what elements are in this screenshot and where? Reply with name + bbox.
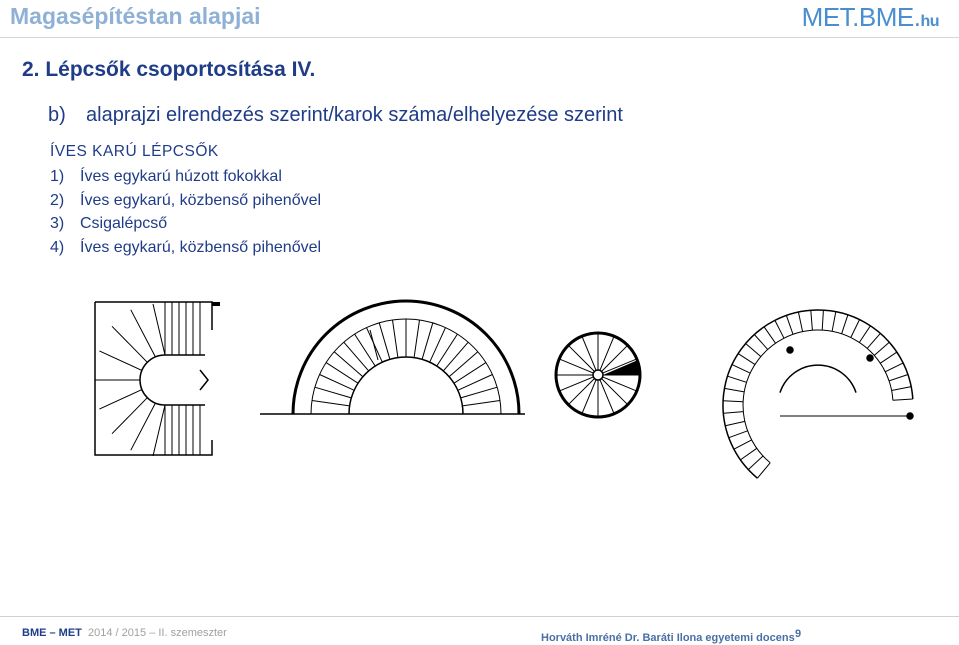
stair-2-landing-mark xyxy=(370,330,378,360)
stair-1-plan xyxy=(95,302,220,456)
stair-4-tread xyxy=(832,312,836,332)
stair-3-tread xyxy=(582,336,596,370)
stair-4-tread xyxy=(786,315,793,334)
list-item-text: Íves egykarú, közbenső pihenővel xyxy=(80,191,322,209)
stair-3-tread xyxy=(603,377,637,391)
stair-4-tread xyxy=(885,363,903,372)
stair-4-tread xyxy=(874,342,889,355)
stair-4-tread xyxy=(798,312,802,332)
stair-2-tread xyxy=(443,342,468,371)
stair-2-tread xyxy=(462,401,500,406)
footer-divider xyxy=(0,616,959,617)
stair-2-tread xyxy=(312,401,350,406)
list-item-text: Csigalépcső xyxy=(80,215,168,232)
stair-1-well xyxy=(140,355,205,405)
stair-4-tread xyxy=(725,421,745,425)
stair-1-wall xyxy=(95,302,212,455)
list-item xyxy=(50,236,321,260)
list-item xyxy=(50,165,321,189)
section-title: 2. Lépcsők csoportosítása IV. xyxy=(22,58,316,81)
stair-4-plan xyxy=(723,310,913,478)
stair-4-mid-arc xyxy=(743,330,893,463)
list-item-number: 2) xyxy=(50,191,65,209)
stair-4-tread xyxy=(775,320,784,338)
stair-3-tread xyxy=(559,359,593,373)
stair-2-tread xyxy=(379,323,390,360)
page-number: 9 xyxy=(795,628,802,640)
stair-4-tread xyxy=(729,431,748,438)
list-item xyxy=(50,189,321,213)
list-item-number: 3) xyxy=(50,215,65,232)
subtitle-label: b) xyxy=(48,104,66,126)
stair-4-tread xyxy=(822,310,823,330)
stair-2-tread xyxy=(461,387,498,398)
list-item-text: Íves egykarú húzott fokokkal xyxy=(80,168,282,185)
stair-4-node xyxy=(907,413,913,419)
category-label: ÍVES KARÚ LÉPCSŐK xyxy=(50,143,219,160)
stair-plan-drawings xyxy=(0,290,959,510)
stair-3-tread xyxy=(602,379,628,405)
subtitle xyxy=(48,104,793,127)
stair-2-tread xyxy=(334,352,363,377)
stair-1-winder xyxy=(99,390,141,410)
footer-course-info xyxy=(22,627,227,639)
stair-3-tread xyxy=(568,379,594,405)
stair-4-tread xyxy=(725,388,745,392)
stair-1-winder xyxy=(153,304,165,355)
stair-4-tread xyxy=(723,412,743,414)
stair-2-tread xyxy=(315,387,352,398)
stair-4-tread xyxy=(738,354,755,365)
stair-3-tread xyxy=(600,380,614,414)
stair-3-tread xyxy=(559,377,593,391)
stair-4-tread xyxy=(764,327,775,343)
stair-4-tread xyxy=(732,365,750,374)
stair-4-tread xyxy=(867,333,880,348)
brand-logo xyxy=(802,2,939,33)
stair-4-tread xyxy=(746,344,761,357)
stair-4-tread xyxy=(842,315,848,334)
stair-2-tread xyxy=(393,320,398,358)
stair-4-tread xyxy=(757,463,770,478)
list-item-number: 4) xyxy=(50,238,65,256)
stair-4-tread xyxy=(723,401,743,402)
stair-2-tread xyxy=(449,352,478,377)
stair-4-tread xyxy=(740,448,756,460)
stair-2-tread xyxy=(414,320,419,358)
stair-4-tread xyxy=(889,375,908,381)
brand-main: MET.BME. xyxy=(801,2,921,32)
stair-4-tread xyxy=(728,376,747,382)
stair-4-tread xyxy=(880,352,897,363)
course-title: Magasépítéstan alapjai xyxy=(10,3,261,29)
list-item-text: Íves egykarú, közbenső pihenővel xyxy=(80,238,322,256)
stair-4-node xyxy=(787,347,793,353)
stair-2-tread xyxy=(422,323,433,360)
stair-4-inner-arc xyxy=(780,365,856,393)
stair-4-tread xyxy=(892,387,912,391)
stair-2-inner-arc xyxy=(349,357,463,414)
footer-org: BME – MET xyxy=(22,627,82,639)
stair-4-tread xyxy=(754,335,767,350)
subtitle-text: alaprajzi elrendezés szerint/karok száma/elhelyezése szerint xyxy=(86,104,623,126)
footer-term: 2014 / 2015 – II. szemeszter xyxy=(88,627,227,639)
header-divider xyxy=(0,37,959,38)
stair-1-winder xyxy=(153,405,165,456)
stair-type-list xyxy=(50,165,321,259)
stair-2-plan xyxy=(260,301,525,414)
stair-4-tread xyxy=(893,399,913,400)
brand-suffix: hu xyxy=(920,13,939,30)
stair-3-landing-fill xyxy=(603,360,640,375)
stair-4-tread xyxy=(851,320,860,338)
list-item-number: 1) xyxy=(50,168,65,185)
stair-1-arrow xyxy=(200,370,208,390)
stair-3-tread xyxy=(600,336,614,370)
stair-4-tread xyxy=(811,310,813,330)
stair-1-winder xyxy=(99,351,141,371)
stair-3-tread xyxy=(568,345,594,371)
stair-3-plan xyxy=(556,333,640,417)
stair-4-tread xyxy=(859,326,870,343)
list-item xyxy=(50,212,321,236)
stair-4-tread xyxy=(734,440,752,449)
stair-3-tread xyxy=(582,380,596,414)
stair-4-outer-arc xyxy=(723,310,913,478)
stair-4-node xyxy=(867,355,873,361)
footer-author: Horváth Imréné Dr. Baráti Ilona egyetemi docens xyxy=(541,632,795,644)
stair-2-tread xyxy=(344,342,369,371)
stair-4-tread xyxy=(748,456,763,470)
